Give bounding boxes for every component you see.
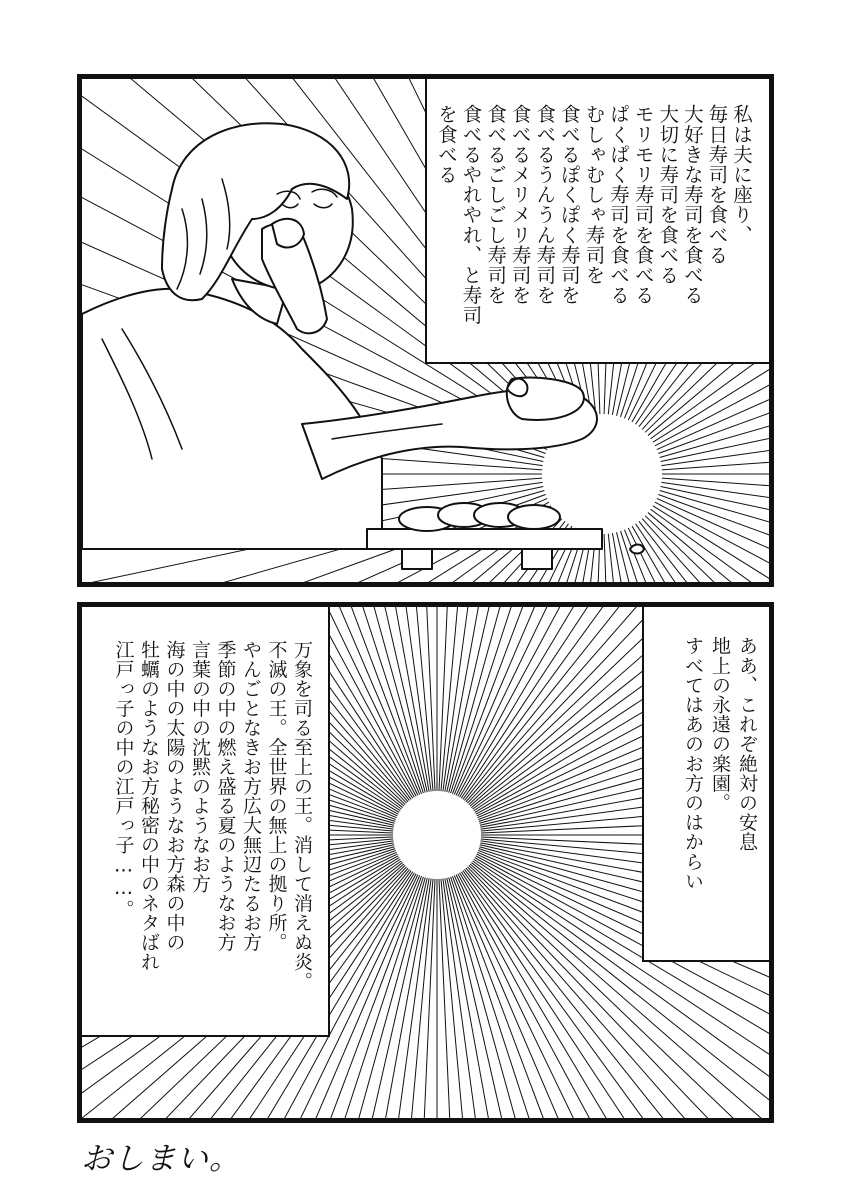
narration-line: ぱくぱく寿司を食べる	[607, 104, 631, 305]
narration-line: 地上の永遠の楽園。	[709, 636, 731, 813]
narration-line: すべてはあのお方のはからい	[682, 636, 704, 891]
narration-line: 不滅の王。全世界の無上の拠り所。	[265, 640, 288, 952]
narration-line: 牡蠣のようなお方秘密の中のネタばれ	[138, 640, 160, 972]
narration-text-3	[679, 636, 760, 936]
narration-box-3	[642, 602, 774, 962]
panel-1	[77, 74, 774, 587]
narration-line: 海の中の太陽のようなお方森の中の	[163, 640, 186, 952]
narration-line: を食べる	[434, 104, 458, 185]
narration-line: 食べるうんうん寿司を	[533, 104, 557, 305]
panel-2	[77, 602, 774, 1123]
narration-line: 食べるやれやれ、と寿司	[459, 104, 483, 326]
narration-line: 私は夫に座り、	[730, 104, 753, 245]
narration-line: やんごとなきお方広大無辺たるお方	[240, 640, 262, 952]
narration-line: 食べるメリメリ寿司を	[508, 104, 532, 305]
narration-box-2	[77, 602, 330, 1037]
narration-line: 食べるごしごし寿司を	[484, 104, 508, 305]
narration-line: 毎日寿司を食べる	[705, 104, 729, 265]
narration-line: むしゃむしゃ寿司を	[582, 104, 606, 285]
narration-box-1	[425, 74, 774, 364]
ending-signature: おしまい。	[81, 1141, 241, 1177]
narration-line: 大好きな寿司を食べる	[680, 104, 704, 305]
narration-line: 季節の中の燃え盛る夏のようなお方	[214, 640, 237, 952]
narration-line: 言葉の中の沈黙のようなお方	[189, 640, 211, 894]
narration-line: 食べるぽくぽく寿司を	[557, 104, 581, 305]
narration-line: モリモリ寿司を食べる	[631, 104, 655, 305]
narration-line: ああ、これぞ絶対の安息	[736, 636, 758, 852]
narration-line: 大切に寿司を食べる	[656, 104, 680, 285]
narration-line: 江戸っ子の中の江戸っ子……。	[112, 640, 135, 919]
narration-text-2	[110, 640, 314, 1020]
narration-text-1	[433, 104, 753, 354]
narration-line: 万象を司る至上の王。消して消えぬ炎。	[291, 640, 313, 991]
